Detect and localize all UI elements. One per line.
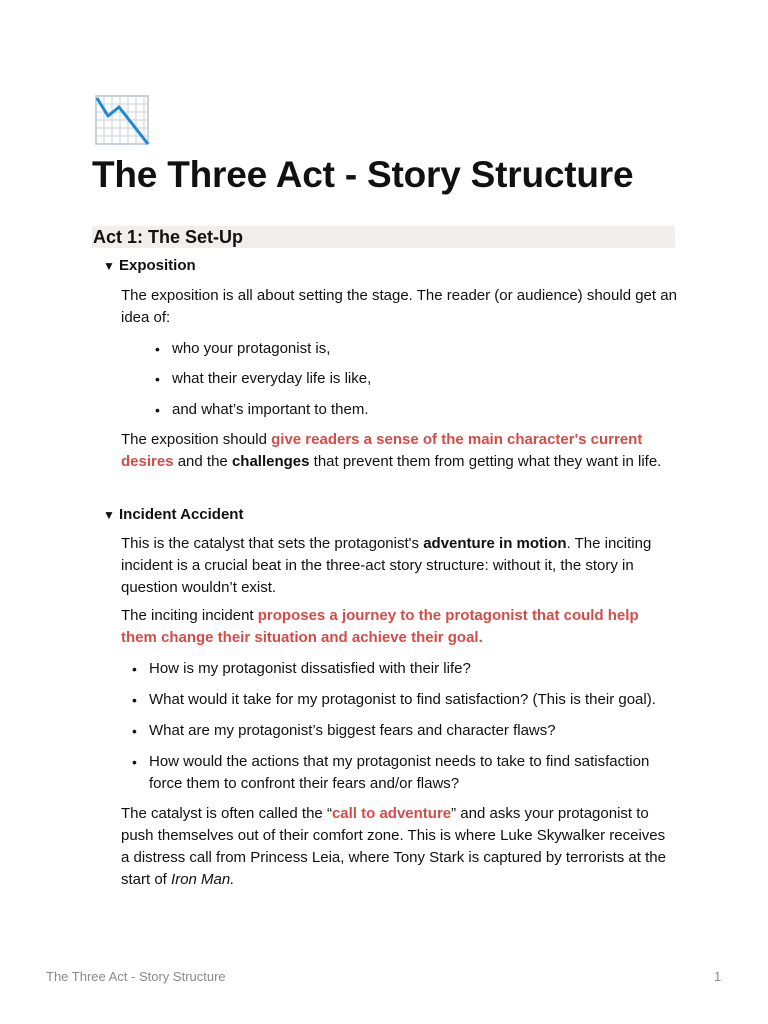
list-item: • How is my protagonist dissatisfied with their life? — [149, 658, 679, 680]
bullet-icon: • — [155, 402, 160, 418]
page-number: 1 — [714, 969, 722, 984]
list-item: • How would the actions that my protagonist needs to take to find satisfaction force them to confront their fears and/or flaws? — [132, 753, 650, 792]
bullet-icon: • — [132, 723, 137, 739]
exposition-paragraph: The exposition should give readers a sense of the main character's current desires and the challenges that prevent them from getting what they want in life. — [121, 431, 662, 470]
section-heading: Act 1: The Set-Up — [93, 227, 244, 247]
bullet-icon: • — [132, 754, 137, 770]
page-title: The Three Act - Story Structure — [92, 154, 634, 195]
incident-paragraph-3: The catalyst is often called the “call to adventure” and asks your protagonist to push themselves out of their comfort zone. This is where Luke Skywalker receives a distress call from Princess Leia, where Tony Stark is captured by terrorists at the start of Iron Man. — [121, 805, 666, 888]
incident-paragraph-1: This is the catalyst that sets the protagonist's adventure in motion. The inciting incident is a crucial beat in the three-act story structure: without it, the story in question wouldn’t exist. — [121, 535, 652, 596]
bullet-icon: • — [155, 371, 160, 387]
footer-title: The Three Act - Story Structure — [46, 969, 226, 984]
bullet-icon: • — [132, 661, 137, 677]
highlight-text: call to adventure — [331, 805, 452, 822]
toggle-incident-label: Incident Accident — [119, 506, 244, 523]
highlight-text: proposes a journey to the protagonist that could help them change their situation and achieve their goal. — [121, 607, 639, 646]
toggle-triangle-icon[interactable]: ▼ — [103, 508, 115, 522]
list-item: • who your protagonist is, — [172, 338, 330, 360]
list-item: • and what’s important to them. — [172, 399, 369, 421]
list-item: • What would it take for my protagonist to find satisfaction? (This is their goal). — [149, 689, 689, 711]
toggle-exposition-label: Exposition — [119, 257, 196, 274]
highlight-text: give readers a sense of the main character's current desires — [121, 431, 643, 470]
list-item: • what their everyday life is like, — [172, 368, 371, 390]
bullet-icon: • — [155, 341, 160, 357]
list-item: • What are my protagonist’s biggest fears and character flaws? — [149, 720, 679, 742]
exposition-intro: The exposition is all about setting the stage. The reader (or audience) should get an idea of: — [121, 287, 677, 326]
incident-paragraph-2: The inciting incident proposes a journey to the protagonist that could help them change their situation and achieve their goal. — [121, 607, 639, 646]
chart-decreasing-icon — [94, 94, 152, 148]
bullet-icon: • — [132, 692, 137, 708]
toggle-incident-accident[interactable] — [103, 506, 243, 524]
toggle-triangle-icon[interactable]: ▼ — [103, 259, 115, 273]
toggle-exposition[interactable] — [103, 257, 196, 275]
